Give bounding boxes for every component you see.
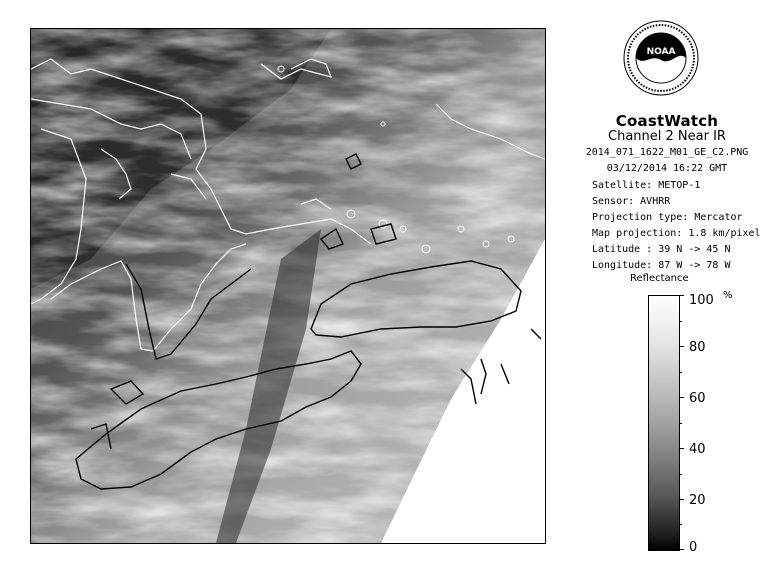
- colorbar-label-80: 80: [689, 340, 706, 355]
- reflectance-colorbar: [648, 295, 680, 551]
- map-projection-label: Map projection: 1.8 km/pixel: [592, 228, 761, 239]
- info-panel: [560, 20, 774, 560]
- colorbar-minor-tick: [679, 423, 682, 424]
- latitude-label: Latitude : 39 N -> 45 N: [592, 244, 731, 255]
- satellite-label: Satellite: METOP-1: [592, 180, 701, 191]
- colorbar-label-0: 0: [689, 540, 698, 555]
- colorbar-minor-tick: [679, 474, 682, 475]
- colorbar-tick: [679, 549, 684, 550]
- satellite-map: [30, 28, 546, 544]
- colorbar-tick: [679, 397, 684, 398]
- product-title: CoastWatch: [615, 112, 719, 130]
- colorbar-minor-tick: [679, 372, 682, 373]
- filename-label: 2014_071_1622_M01_GE_C2.PNG: [585, 147, 749, 158]
- colorbar-label-20: 20: [689, 493, 706, 508]
- datetime-label: 03/12/2014 16:22 GMT: [606, 163, 728, 174]
- map-image: [31, 29, 545, 543]
- colorbar-tick: [679, 448, 684, 449]
- projection-type-label: Projection type: Mercator: [592, 212, 743, 223]
- colorbar-minor-tick: [679, 524, 682, 525]
- sensor-label: Sensor: AVHRR: [592, 196, 671, 207]
- colorbar-minor-tick: [679, 321, 682, 322]
- colorbar-tick: [679, 295, 684, 296]
- noaa-logo-text: NOAA: [646, 47, 676, 57]
- colorbar-label-60: 60: [689, 391, 706, 406]
- legend-title: Reflectance: [630, 273, 689, 284]
- colorbar-tick: [679, 499, 684, 500]
- colorbar-label-40: 40: [689, 442, 706, 457]
- noaa-logo-icon: [623, 20, 699, 96]
- legend-unit: %: [723, 290, 733, 301]
- longitude-label: Longitude: 87 W -> 78 W: [592, 260, 731, 271]
- channel-label: Channel 2 Near IR: [608, 129, 726, 144]
- colorbar-label-100: 100: [689, 293, 714, 308]
- colorbar-tick: [679, 346, 684, 347]
